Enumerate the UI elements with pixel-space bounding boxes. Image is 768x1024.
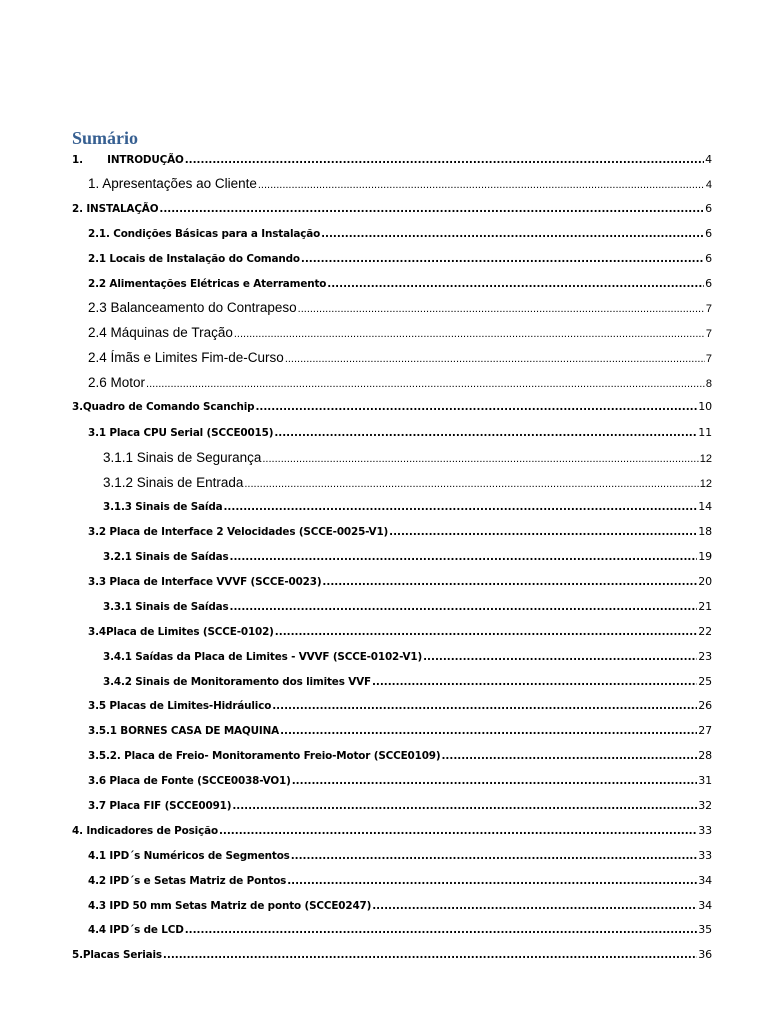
toc-entry-text: 3.1.1 Sinais de Segurança <box>103 450 262 465</box>
toc-entry-page: 32 <box>698 799 712 812</box>
toc-entry-page: 4 <box>705 179 712 191</box>
toc-entry-text: 3.1 Placa CPU Serial (SCCE0015) <box>88 427 274 439</box>
toc-entry[interactable] <box>103 601 712 612</box>
toc-entry-page: 8 <box>705 378 712 390</box>
toc-entry[interactable] <box>88 850 712 861</box>
toc-entry-page: 7 <box>705 303 712 315</box>
toc-entry-text: 4.3 IPD 50 mm Setas Matriz de ponto (SCCE0247) <box>88 900 372 912</box>
toc-entry-page: 10 <box>698 400 712 413</box>
toc-leader <box>291 851 698 861</box>
toc-entry[interactable] <box>103 451 712 465</box>
toc-entry-page: 33 <box>698 849 712 862</box>
toc-entry[interactable] <box>88 228 712 239</box>
toc-entry-text: 3.Quadro de Comando Scanchip <box>72 401 255 413</box>
toc-entry[interactable] <box>88 800 712 811</box>
toc-entry-page: 7 <box>705 353 712 365</box>
toc-entry[interactable] <box>103 676 712 687</box>
toc-leader <box>372 677 697 687</box>
toc-entry-text: 1. INTRODUÇÃO <box>72 154 184 166</box>
toc-leader <box>423 652 697 662</box>
toc-entry-text: 3.5.1 BORNES CASA DE MAQUINA <box>88 725 280 737</box>
toc-leader <box>301 254 704 264</box>
toc-entry-text: 3.4.1 Saídas da Placa de Limites - VVVF (SCCE-0102-V1) <box>103 651 423 663</box>
toc-entry-text: 4.2 IPD´s e Setas Matriz de Pontos <box>88 875 287 887</box>
toc-entry-text: 4.1 IPD´s Numéricos de Segmentos <box>88 850 290 862</box>
toc-entry-page: 26 <box>698 699 712 712</box>
toc-entry[interactable] <box>103 651 712 662</box>
toc-entry[interactable] <box>103 476 712 490</box>
toc-leader <box>146 379 705 390</box>
toc-entry-page: 22 <box>698 625 712 638</box>
toc-entry-page: 11 <box>698 426 712 439</box>
toc-entry-text: 5.Placas Seriais <box>72 949 162 961</box>
toc-entry[interactable] <box>72 401 712 412</box>
toc-leader <box>230 552 698 562</box>
toc-entry-text: 3.2 Placa de Interface 2 Velocidades (SCCE-0025-V1) <box>88 526 389 538</box>
toc-entry-page: 27 <box>698 724 712 737</box>
toc-entry[interactable] <box>88 775 712 786</box>
toc-entry-text: 3.3 Placa de Interface VVVF (SCCE-0023) <box>88 576 322 588</box>
toc-entry-page: 12 <box>699 478 712 490</box>
toc-entry-text: 2.6 Motor <box>88 375 146 390</box>
toc-leader <box>234 329 705 340</box>
toc-leader <box>298 304 705 315</box>
toc-entry-text: 1. Apresentações ao Cliente <box>88 176 257 191</box>
toc-entry-text: 3.7 Placa FIF (SCCE0091) <box>88 800 232 812</box>
toc-entry-text: 2.4 Máquinas de Tração <box>88 325 233 340</box>
toc-leader <box>389 527 697 537</box>
toc-entry-page: 7 <box>705 328 712 340</box>
toc-leader <box>262 454 698 465</box>
toc-leader <box>274 428 697 438</box>
toc-entry-text: 3.4Placa de Limites (SCCE-0102) <box>88 626 274 638</box>
toc-entry[interactable] <box>72 203 712 214</box>
toc-entry[interactable] <box>88 626 712 637</box>
toc-leader <box>322 577 697 587</box>
toc-leader <box>285 354 705 365</box>
toc-entry-page: 20 <box>698 575 712 588</box>
toc-entry-page: 33 <box>698 824 712 837</box>
toc-leader <box>163 950 697 960</box>
toc-leader <box>185 925 698 935</box>
toc-leader <box>280 726 697 736</box>
toc-entry-page: 12 <box>699 453 712 465</box>
toc-entry-page: 25 <box>698 675 712 688</box>
toc-entry[interactable] <box>88 725 712 736</box>
toc-entry-page: 6 <box>705 202 712 215</box>
toc-entry[interactable] <box>88 351 712 365</box>
toc-leader <box>255 402 697 412</box>
toc-entry-page: 28 <box>698 749 712 762</box>
toc-entry-text: 4. Indicadores de Posição <box>72 825 218 837</box>
toc-entry[interactable] <box>88 750 712 761</box>
toc-leader <box>223 502 697 512</box>
toc-leader <box>287 876 697 886</box>
toc-entry-page: 14 <box>698 500 712 513</box>
toc-entry-page: 34 <box>698 899 712 912</box>
toc-entry[interactable] <box>88 427 712 438</box>
toc-leader <box>258 180 705 191</box>
toc-leader <box>244 479 698 490</box>
toc-entry-page: 35 <box>698 923 712 936</box>
toc-leader <box>230 602 698 612</box>
toc-entry-text: 4.4 IPD´s de LCD <box>88 924 184 936</box>
toc-entry-page: 19 <box>698 550 712 563</box>
toc-entry-text: 2.2 Alimentações Elétricas e Aterramento <box>88 278 327 290</box>
toc-entry-page: 6 <box>705 252 712 265</box>
toc-entry-page: 36 <box>698 948 712 961</box>
toc-title: Sumário <box>72 128 139 148</box>
toc-entry-text: 3.6 Placa de Fonte (SCCE0038-VO1) <box>88 775 291 787</box>
toc-entry[interactable] <box>88 177 712 191</box>
toc-entry[interactable] <box>72 949 712 960</box>
toc-entry-page: 31 <box>698 774 712 787</box>
toc-leader <box>159 204 704 214</box>
toc-entry[interactable] <box>88 278 712 289</box>
toc-leader <box>372 901 697 911</box>
toc-entry-text: 3.4.2 Sinais de Monitoramento dos limites VVF <box>103 676 371 688</box>
toc-leader <box>292 776 698 786</box>
toc-entry-text: 3.1.2 Sinais de Entrada <box>103 475 244 490</box>
toc-entry[interactable] <box>88 526 712 537</box>
toc-leader <box>441 751 697 761</box>
toc-entry[interactable] <box>103 501 712 512</box>
toc-entry-text: 3.2.1 Sinais de Saídas <box>103 551 229 563</box>
toc-entry-page: 6 <box>705 277 712 290</box>
toc-entry[interactable] <box>88 924 712 935</box>
toc-entry-page: 4 <box>705 153 712 166</box>
toc-entry-page: 6 <box>705 227 712 240</box>
toc-entry[interactable] <box>88 326 712 340</box>
toc-leader <box>232 801 697 811</box>
toc-entry-page: 18 <box>698 525 712 538</box>
toc-entry-text: 3.5 Placas de Limites-Hidráulico <box>88 700 272 712</box>
toc-leader <box>219 826 697 836</box>
toc-entry[interactable] <box>88 376 712 390</box>
toc-leader <box>327 279 704 289</box>
toc-entry[interactable] <box>88 253 712 264</box>
toc-entry-text: 3.3.1 Sinais de Saídas <box>103 601 229 613</box>
toc-entry-text: 2.1 Locais de Instalação do Comando <box>88 253 300 265</box>
toc-entry[interactable] <box>88 576 712 587</box>
toc-entry[interactable] <box>103 551 712 562</box>
toc-entry[interactable] <box>72 154 712 165</box>
toc-entry-page: 34 <box>698 874 712 887</box>
toc-leader <box>185 155 704 165</box>
toc-entry[interactable] <box>88 700 712 711</box>
toc-leader <box>272 701 697 711</box>
toc-leader <box>275 627 698 637</box>
toc-entry-text: 2.3 Balanceamento do Contrapeso <box>88 300 297 315</box>
toc-leader <box>321 229 704 239</box>
toc-entry[interactable] <box>88 875 712 886</box>
toc-entry[interactable] <box>88 301 712 315</box>
toc-entry-text: 2.4 Ímãs e Limites Fim-de-Curso <box>88 350 284 365</box>
toc-entry-page: 23 <box>698 650 712 663</box>
toc-entry[interactable] <box>72 825 712 836</box>
toc-entry-text: 2. INSTALAÇÃO <box>72 203 159 215</box>
toc-entry-text: 3.1.3 Sinais de Saída <box>103 501 223 513</box>
toc-entry-page: 21 <box>698 600 712 613</box>
toc-entry-text: 2.1. Condições Básicas para a Instalação <box>88 228 321 240</box>
toc-entry[interactable] <box>88 900 712 911</box>
toc-entry-text: 3.5.2. Placa de Freio- Monitoramento Freio-Motor (SCCE0109) <box>88 750 441 762</box>
